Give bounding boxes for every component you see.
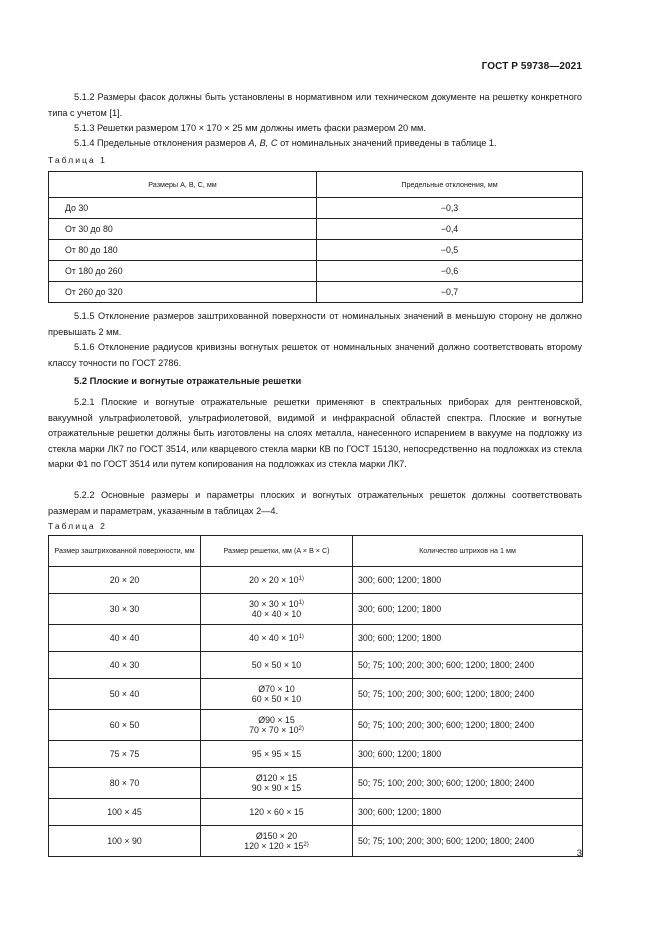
- grating-size-line-text: 20 × 20 × 10: [249, 575, 299, 585]
- grating-size-line: [205, 831, 348, 841]
- grating-size-line-text: 40 × 40 × 10: [251, 609, 302, 619]
- paragraph-5-1-3: 5.1.3 Решетки размером 170 × 170 × 25 мм должны иметь фаски размером 20 мм.: [74, 123, 426, 133]
- table-2: [48, 535, 583, 857]
- table-1-row: [49, 261, 583, 282]
- grating-size-line: [205, 783, 348, 793]
- grating-size-line-text: 40 × 40 × 10: [249, 633, 299, 643]
- grating-size-line: [205, 725, 348, 735]
- table-2-cell-size: [201, 594, 353, 625]
- table-1-caption: Таблица 1: [48, 155, 107, 165]
- grating-size-line-text: 50 × 50 × 10: [251, 660, 302, 670]
- grating-size-line: [205, 773, 348, 783]
- table-2-body: [49, 567, 583, 857]
- table-1-row: [49, 282, 583, 303]
- table-2-cell-lines: 300; 600; 1200; 1800: [353, 741, 583, 768]
- table-2-cell-lines: 50; 75; 100; 200; 300; 600; 1200; 1800; 2400: [353, 826, 583, 857]
- table-2-cell-lines: 300; 600; 1200; 1800: [353, 799, 583, 826]
- paragraph-5-1-6: 5.1.6 Отклонение радиусов кривизны вогнутых решеток от номинальных значений должно соответствовать второму классу точности по ГОСТ 2786.: [48, 342, 582, 368]
- table-2-cell-area: 80 × 70: [49, 768, 201, 799]
- grating-size-line-text: 30 × 30 × 10: [249, 599, 299, 609]
- table-2-cell-size: [201, 625, 353, 652]
- grating-size-line-text: 60 × 50 × 10: [251, 694, 302, 704]
- paragraph-5-2-2: 5.2.2 Основные размеры и параметры плоских и вогнутых отражательных решеток должны соответствовать размерам и параметрам, указанным в таблицах 2—4.: [48, 490, 582, 516]
- table-1-cell-deviation: −0,3: [317, 198, 583, 219]
- table-2-cell-size: [201, 826, 353, 857]
- section-5-2-heading: 5.2 Плоские и вогнутые отражательные решетки: [74, 375, 302, 386]
- paragraph-5-1-2: 5.1.2 Размеры фасок должны быть установлены в нормативном или техническом документе на решетку конкретного типа с учетом [1].: [48, 92, 582, 118]
- table-1-cell-range: От 80 до 180: [49, 240, 317, 261]
- table-2-cell-area: 50 × 40: [49, 679, 201, 710]
- table-1-cell-range: До 30: [49, 198, 317, 219]
- table-2-cell-size: [201, 799, 353, 826]
- paragraph-5-1-4-end: от номинальных значений приведены в таблице 1.: [277, 138, 497, 148]
- paragraph-5-1-5: 5.1.5 Отклонение размеров заштрихованной поверхности от номинальных значений в меньшую сторону не должно превышать 2 мм.: [48, 311, 582, 337]
- table-2-cell-lines: 50; 75; 100; 200; 300; 600; 1200; 1800; 2400: [353, 710, 583, 741]
- footnote-marker: 1): [298, 576, 304, 582]
- table-2-cell-size: [201, 741, 353, 768]
- grating-size-line: [205, 684, 348, 694]
- table-1: [48, 171, 583, 303]
- table-2-cell-area: 100 × 45: [49, 799, 201, 826]
- table-2-row: [49, 826, 583, 857]
- table-2-row: [49, 799, 583, 826]
- table-1-header-dimensions: Размеры A, B, C, мм: [49, 172, 317, 198]
- table-2-cell-area: 30 × 30: [49, 594, 201, 625]
- table-1-cell-deviation: −0,4: [317, 219, 583, 240]
- grating-size-line: [205, 599, 348, 609]
- table-2-cell-size: [201, 567, 353, 594]
- table-1-row: [49, 198, 583, 219]
- grating-size-line-text: 95 × 95 × 15: [251, 749, 302, 759]
- table-2-cell-size: [201, 679, 353, 710]
- table-2-row: [49, 679, 583, 710]
- table-2-row: [49, 567, 583, 594]
- grating-size-line-text: 120 × 60 × 15: [249, 807, 304, 817]
- footnote-marker: 2): [303, 842, 309, 848]
- table-2-row: [49, 594, 583, 625]
- paragraph-5-2-1: 5.2.1 Плоские и вогнутые отражательные решетки применяют в спектральных приборах для рентгеновской, вакуумной ультрафиолетовой, ультрафиолетовой, видимой и инфракрасной областей спектра. Плоские и вогнутые отражательные решетки должны быть изготовлены на слоях металла, нанесенного испарением в вакууме на подложку из стекла марки ЛК7 по ГОСТ 3514, или кварцевого стекла марки КВ по ГОСТ 15130, непосредственно на подложках из стекла марки Ф1 по ГОСТ 3514 или путем копирования на подложках из стекла марки ЛК7.: [48, 397, 582, 469]
- table-2-cell-lines: 50; 75; 100; 200; 300; 600; 1200; 1800; 2400: [353, 768, 583, 799]
- grating-size-line: [205, 807, 348, 817]
- table-2-cell-lines: 300; 600; 1200; 1800: [353, 567, 583, 594]
- table-2-header-lines: Количество штрихов на 1 мм: [353, 536, 583, 567]
- footnote-marker: 2): [298, 726, 304, 732]
- table-1-cell-range: От 30 до 80: [49, 219, 317, 240]
- table-2-header-size-label: Размер решетки, мм (A × B × C): [223, 546, 330, 555]
- table-2-row: [49, 625, 583, 652]
- table-2-caption: Таблица 2: [48, 521, 107, 531]
- grating-size-line: [205, 575, 348, 585]
- paragraph-5-1-4-vars: A, B, C: [248, 138, 278, 148]
- table-2-row: [49, 652, 583, 679]
- grating-size-line-text: 70 × 70 × 10: [249, 725, 299, 735]
- table-1-row: [49, 219, 583, 240]
- table-2-cell-size: [201, 652, 353, 679]
- standard-header: ГОСТ Р 59738—2021: [481, 61, 582, 72]
- paragraph-5-1-4: [48, 136, 582, 152]
- grating-size-line: [205, 841, 348, 851]
- table-2-cell-area: 40 × 30: [49, 652, 201, 679]
- footnote-marker: 1): [298, 634, 304, 640]
- table-2-cell-lines: 300; 600; 1200; 1800: [353, 594, 583, 625]
- page-number: 3: [576, 848, 582, 859]
- table-2-cell-lines: 300; 600; 1200; 1800: [353, 625, 583, 652]
- grating-size-line: [205, 633, 348, 643]
- table-1-header-deviations: Предельные отклонения, мм: [317, 172, 583, 198]
- table-2-cell-size: [201, 710, 353, 741]
- grating-size-line-text: Ø150 × 20: [255, 831, 298, 841]
- grating-size-line: [205, 715, 348, 725]
- grating-size-line-text: Ø120 × 15: [255, 773, 298, 783]
- table-1-cell-range: От 180 до 260: [49, 261, 317, 282]
- table-2-header-area: Размер заштрихованной поверхности, мм: [49, 536, 201, 567]
- grating-size-line: [205, 694, 348, 704]
- grating-size-line-text: 90 × 90 × 15: [251, 783, 302, 793]
- table-2-cell-area: 40 × 40: [49, 625, 201, 652]
- grating-size-line-text: Ø70 × 10: [258, 684, 295, 694]
- table-2-row: [49, 741, 583, 768]
- footnote-marker: 1): [298, 600, 304, 606]
- table-2-header-size: [201, 536, 353, 567]
- grating-size-line-text: 120 × 120 × 15: [244, 841, 304, 851]
- table-1-cell-deviation: −0,6: [317, 261, 583, 282]
- grating-size-line-text: Ø90 × 15: [258, 715, 295, 725]
- table-2-row: [49, 710, 583, 741]
- table-1-cell-range: От 260 до 320: [49, 282, 317, 303]
- grating-size-line: [205, 660, 348, 670]
- table-2-cell-area: 20 × 20: [49, 567, 201, 594]
- table-2-cell-size: [201, 768, 353, 799]
- table-1-row: [49, 240, 583, 261]
- grating-size-line: [205, 749, 348, 759]
- table-1-cell-deviation: −0,7: [317, 282, 583, 303]
- table-2-cell-area: 60 × 50: [49, 710, 201, 741]
- table-2-cell-area: 100 × 90: [49, 826, 201, 857]
- table-2-cell-area: 75 × 75: [49, 741, 201, 768]
- paragraph-5-1-4-start: 5.1.4 Предельные отклонения размеров: [74, 138, 249, 148]
- table-2-row: [49, 768, 583, 799]
- table-2-cell-lines: 50; 75; 100; 200; 300; 600; 1200; 1800; 2400: [353, 679, 583, 710]
- grating-size-line: [205, 609, 348, 619]
- table-2-cell-lines: 50; 75; 100; 200; 300; 600; 1200; 1800; 2400: [353, 652, 583, 679]
- table-1-cell-deviation: −0,5: [317, 240, 583, 261]
